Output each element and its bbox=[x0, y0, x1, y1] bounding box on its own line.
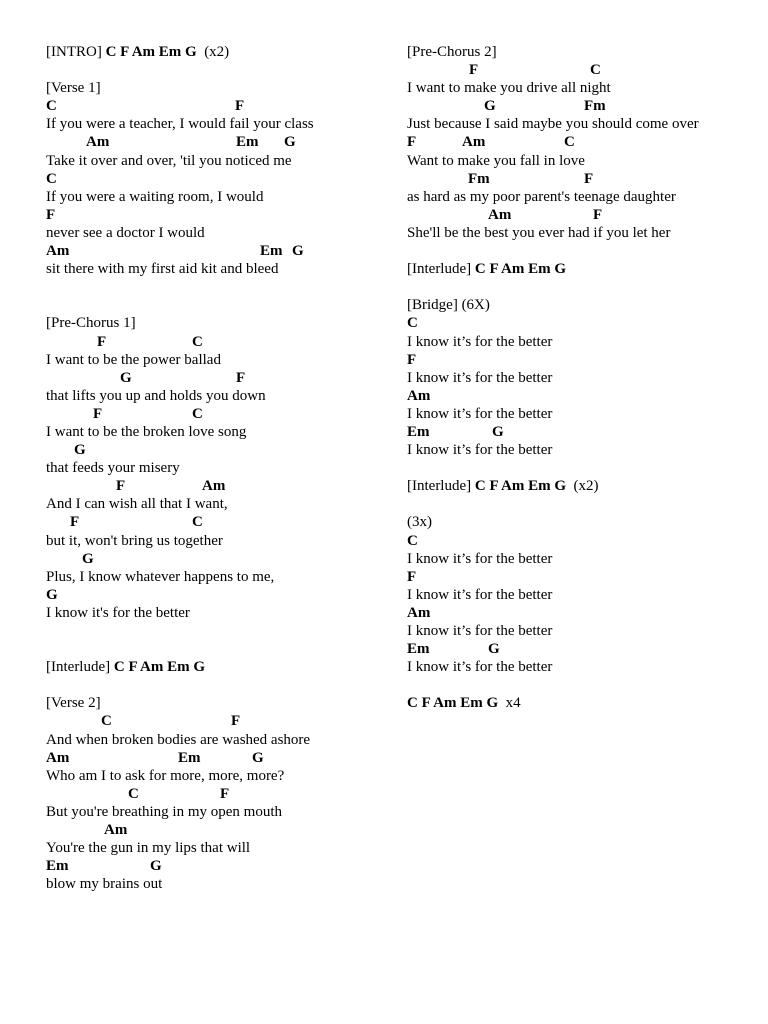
lyric-line: sit there with my first aid kit and bleed bbox=[46, 261, 279, 278]
lyric-line: I know it's for the better bbox=[46, 604, 190, 621]
lyric-line: I know it’s for the better bbox=[407, 442, 553, 459]
chord-line bbox=[46, 405, 386, 423]
lyric-line: I know it’s for the better bbox=[407, 405, 553, 422]
chord-line bbox=[46, 441, 386, 459]
chord-line bbox=[46, 513, 386, 531]
lyric-line: I want to be the broken love song bbox=[46, 423, 247, 440]
chord-symbol: Em bbox=[236, 134, 259, 151]
lyric-line: [Verse 2] bbox=[46, 695, 101, 712]
chord-symbol: C bbox=[590, 62, 601, 79]
blank-line bbox=[407, 278, 747, 296]
chord-progression: C F Am Em G bbox=[105, 44, 197, 60]
blank-line bbox=[407, 459, 747, 477]
chord-symbol: F bbox=[407, 351, 417, 368]
chord-symbol: F bbox=[46, 206, 56, 223]
section-label: x4 bbox=[498, 695, 521, 712]
chord-symbol: G bbox=[488, 641, 500, 658]
lyric-line: Just because I said maybe you should come over bbox=[407, 116, 699, 133]
chord-line bbox=[407, 170, 747, 188]
chord-line bbox=[46, 821, 386, 839]
chord-line bbox=[407, 604, 747, 622]
chord-line bbox=[46, 133, 386, 151]
chord-line bbox=[46, 550, 386, 568]
section-label: [Interlude] bbox=[46, 659, 114, 676]
chord-line bbox=[46, 586, 386, 604]
chord-symbol: F bbox=[116, 478, 126, 495]
blank-line bbox=[407, 242, 747, 260]
chord-symbol: Am bbox=[407, 387, 431, 404]
chord-line bbox=[407, 640, 747, 658]
lyric-line: I know it’s for the better bbox=[407, 333, 553, 350]
chord-symbol: F bbox=[584, 170, 594, 187]
section-label: (x2) bbox=[566, 478, 599, 495]
chord-line bbox=[46, 206, 386, 224]
lyric-line: but it, won't bring us together bbox=[46, 532, 223, 549]
chord-symbol: C bbox=[46, 98, 57, 115]
lyric-line: [Verse 1] bbox=[46, 80, 101, 97]
lyric-line: I want to be the power ballad bbox=[46, 351, 221, 368]
chord-symbol: G bbox=[492, 423, 504, 440]
chord-symbol: F bbox=[407, 568, 417, 585]
chord-line bbox=[407, 351, 747, 369]
chord-symbol: G bbox=[484, 98, 496, 115]
chord-symbol: Am bbox=[488, 206, 512, 223]
blank-line bbox=[46, 61, 386, 79]
lyric-line: I want to make you drive all night bbox=[407, 80, 611, 97]
chord-symbol: G bbox=[284, 134, 296, 151]
chord-symbol: G bbox=[120, 369, 132, 386]
lyric-line: I know it’s for the better bbox=[407, 369, 553, 386]
lyric-line: And when broken bodies are washed ashore bbox=[46, 731, 311, 748]
lyric-line: If you were a waiting room, I would bbox=[46, 188, 264, 205]
chord-line bbox=[407, 97, 747, 115]
chord-line bbox=[407, 206, 747, 224]
lyric-line: that feeds your misery bbox=[46, 460, 180, 477]
lyric-line: You're the gun in my lips that will bbox=[46, 840, 251, 857]
chord-symbol: G bbox=[82, 550, 94, 567]
chord-symbol: C bbox=[407, 532, 418, 549]
chord-line bbox=[46, 785, 386, 803]
chord-symbol: G bbox=[74, 442, 86, 459]
section-label: [INTRO] bbox=[46, 44, 106, 60]
section-line bbox=[407, 260, 747, 278]
chord-symbol: Am bbox=[46, 243, 70, 260]
lyric-line: Who am I to ask for more, more, more? bbox=[46, 767, 285, 784]
chord-line bbox=[407, 133, 747, 151]
chord-symbol: F bbox=[70, 514, 80, 531]
blank-line bbox=[46, 676, 386, 694]
lyric-line: [Bridge] (6X) bbox=[407, 297, 490, 314]
section-label: [Interlude] bbox=[407, 261, 475, 278]
chord-symbol: F bbox=[97, 333, 107, 350]
chord-symbol: G bbox=[150, 858, 162, 875]
chord-symbol: Fm bbox=[468, 170, 490, 187]
chord-line bbox=[407, 532, 747, 550]
section-line bbox=[407, 477, 747, 495]
lyric-line: I know it’s for the better bbox=[407, 659, 553, 676]
chord-line bbox=[407, 568, 747, 586]
section-line bbox=[407, 694, 747, 712]
left-column bbox=[46, 43, 386, 893]
lyric-line: that lifts you up and holds you down bbox=[46, 387, 266, 404]
chord-symbol: F bbox=[235, 98, 245, 115]
chord-symbol: Am bbox=[407, 604, 431, 621]
lyric-line: as hard as my poor parent's teenage daughter bbox=[407, 188, 676, 205]
lyric-line: I know it’s for the better bbox=[407, 623, 553, 639]
chord-symbol: Am bbox=[202, 478, 226, 495]
chord-symbol: G bbox=[252, 749, 264, 766]
chord-symbol: C bbox=[101, 713, 112, 730]
lyric-line: Take it over and over, 'til you noticed me bbox=[46, 152, 292, 169]
chord-symbol: Am bbox=[104, 822, 128, 839]
chord-symbol: Am bbox=[86, 134, 110, 151]
section-label: (x2) bbox=[196, 44, 230, 60]
chord-symbol: F bbox=[407, 134, 417, 151]
chord-line bbox=[407, 423, 747, 441]
lyric-line: Want to make you fall in love bbox=[407, 152, 585, 169]
lyric-line: I know it’s for the better bbox=[407, 586, 553, 603]
chord-line bbox=[46, 97, 386, 115]
chord-line bbox=[46, 857, 386, 875]
lyric-line: never see a doctor I would bbox=[46, 224, 205, 241]
chord-symbol: Em bbox=[407, 641, 430, 658]
chord-line bbox=[46, 333, 386, 351]
blank-line bbox=[407, 495, 747, 513]
chord-symbol: G bbox=[292, 243, 304, 260]
lyric-line: blow my brains out bbox=[46, 876, 163, 893]
lyric-line: If you were a teacher, I would fail your class bbox=[46, 116, 314, 133]
lyric-line: She'll be the best you ever had if you let her bbox=[407, 224, 671, 241]
lyric-line: Plus, I know whatever happens to me, bbox=[46, 568, 275, 585]
lyric-line: I know it’s for the better bbox=[407, 550, 553, 567]
chord-progression: C F Am Em G bbox=[113, 659, 205, 676]
chord-line bbox=[46, 712, 386, 730]
chord-symbol: G bbox=[46, 586, 58, 603]
section-line bbox=[46, 43, 386, 61]
chord-symbol: F bbox=[236, 369, 246, 386]
chord-symbol: Em bbox=[178, 749, 201, 766]
chord-symbol: Am bbox=[46, 749, 70, 766]
chord-line bbox=[46, 369, 386, 387]
chord-symbol: C bbox=[46, 170, 57, 187]
chord-line bbox=[407, 314, 747, 332]
lyric-line: But you're breathing in my open mouth bbox=[46, 803, 283, 820]
blank-line bbox=[46, 640, 386, 658]
chord-symbol: Em bbox=[407, 423, 430, 440]
chord-symbol: Em bbox=[260, 243, 283, 260]
lyric-line: (3x) bbox=[407, 514, 432, 531]
chord-symbol: Fm bbox=[584, 98, 606, 115]
section-line bbox=[46, 658, 386, 676]
chord-symbol: C bbox=[407, 315, 418, 332]
chord-symbol: F bbox=[593, 206, 603, 223]
chord-progression: C F Am Em G bbox=[474, 261, 566, 278]
right-column bbox=[407, 43, 747, 712]
chord-symbol: F bbox=[220, 785, 230, 802]
blank-line bbox=[46, 296, 386, 314]
chord-line bbox=[407, 61, 747, 79]
blank-line bbox=[46, 278, 386, 296]
section-label: [Interlude] bbox=[407, 478, 475, 495]
chord-symbol: C bbox=[192, 333, 203, 350]
chord-progression: C F Am Em G bbox=[407, 695, 499, 712]
blank-line bbox=[46, 622, 386, 640]
lyric-line: [Pre-Chorus 1] bbox=[46, 315, 136, 332]
chord-line bbox=[46, 242, 386, 260]
chord-symbol: C bbox=[564, 134, 575, 151]
chord-symbol: C bbox=[192, 514, 203, 531]
chord-symbol: C bbox=[192, 405, 203, 422]
chord-symbol: F bbox=[231, 713, 241, 730]
chord-line bbox=[46, 749, 386, 767]
chord-symbol: Am bbox=[462, 134, 486, 151]
chord-symbol: F bbox=[469, 62, 479, 79]
chord-line bbox=[407, 387, 747, 405]
chord-line bbox=[46, 170, 386, 188]
lyric-line: [Pre-Chorus 2] bbox=[407, 44, 497, 60]
chord-symbol: C bbox=[128, 785, 139, 802]
chord-symbol: Em bbox=[46, 858, 69, 875]
blank-line bbox=[407, 676, 747, 694]
chord-symbol: F bbox=[93, 405, 103, 422]
chord-progression: C F Am Em G bbox=[474, 478, 566, 495]
chord-line bbox=[46, 477, 386, 495]
lyric-line: And I can wish all that I want, bbox=[46, 496, 228, 513]
